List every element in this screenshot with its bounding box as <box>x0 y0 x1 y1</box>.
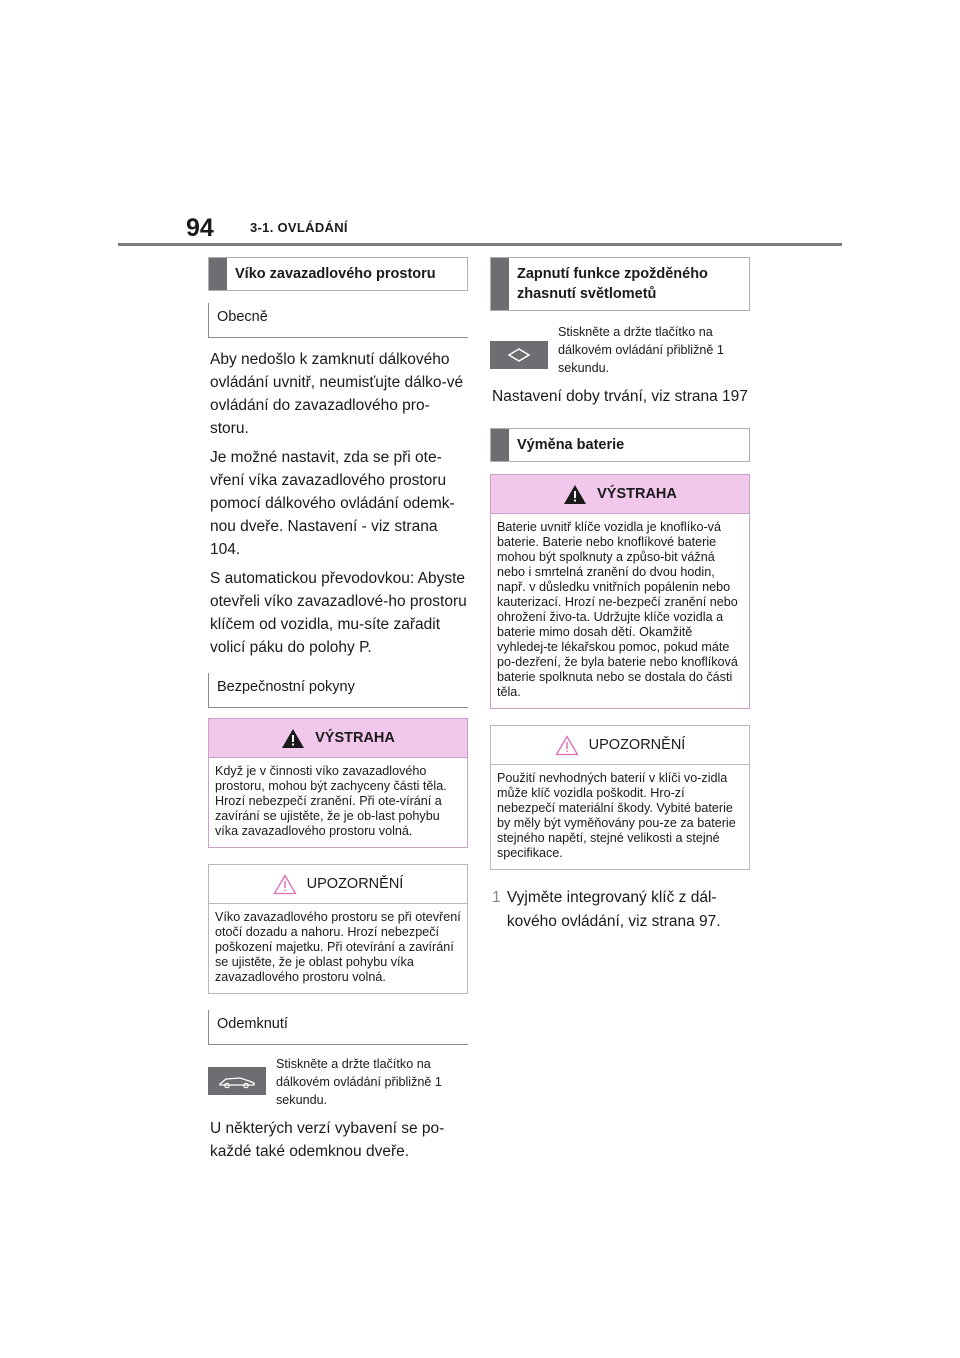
headlight-button-icon <box>490 341 548 369</box>
subheading-general: Obecně <box>208 303 468 338</box>
warning-box <box>208 718 468 848</box>
warning-text: Baterie uvnitř klíče vozidla je knoflíko-vá baterie. Baterie nebo knoflíkové baterie mohou být spolknuty a způso-bit vážná nebo i smrtelná zranění do dvou hodin, např. v důsledku vnitřních popálenin nebo kauterizací. Hrozí ne-bezpečí zranění nebo ohrožení živo-ta. Udržujte klíče vozidla a baterie mimo dosah dětí. Okamžitě vyhledej-te lékařskou pomoc, pokud máte po-dezření, že byla baterie nebo knoflíková baterie spolknuta nebo se dostala do části těla. <box>491 513 749 708</box>
notice-box <box>490 725 750 870</box>
warning-title: VÝSTRAHA <box>597 486 677 502</box>
notice-text: Použití nevhodných baterií v klíči vo-zidla může klíč vozidla poškodit. Hro-zí nebezpečí materiální škody. Vybité baterie by měly být vyměňovány pou-ze za baterie stejného napětí, stejné velikosti a stejné specifikace. <box>491 764 749 869</box>
chapter-title: 3-1. OVLÁDÁNÍ <box>250 220 348 235</box>
step-text: Vyjměte integrovaný klíč z dál-kového ovládání, viz strana 97. <box>506 889 721 930</box>
warning-title: VÝSTRAHA <box>315 730 395 746</box>
key-instruction-text: Stiskněte a držte tlačítko na dálkovém ovládání přibližně 1 sekundu. <box>558 325 724 375</box>
heading-bar <box>491 258 509 310</box>
trunk-button-icon <box>208 1067 266 1095</box>
section-title: Víko zavazadlového prostoru <box>235 266 436 282</box>
paragraph: Je možné nastavit, zda se při ote-vření víka zavazadlového prostoru pomocí dálkového ovládání odemk-nou dveře. Nastavení - viz strana 104. <box>210 449 455 558</box>
key-instruction-text: Stiskněte a držte tlačítko na dálkovém ovládání přibližně 1 sekundu. <box>276 1057 442 1107</box>
section-title: Zapnutí funkce zpožděného zhasnutí světlometů <box>517 266 708 302</box>
notice-title: UPOZORNĚNÍ <box>306 876 404 892</box>
caution-icon <box>273 874 297 895</box>
section-heading-trunk-lid <box>208 257 468 291</box>
warning-icon <box>281 728 305 749</box>
notice-title: UPOZORNĚNÍ <box>588 737 686 753</box>
notice-text: Víko zavazadlového prostoru se při otevření otočí dozadu a nahoru. Hrozí nebezpečí poškození majetku. Při otevírání a zavírání se ujistěte, že je oblast pohybu víka zavazadlového prostoru volná. <box>209 903 467 993</box>
key-instruction <box>490 323 750 377</box>
heading-bar <box>209 258 227 290</box>
notice-box <box>208 864 468 994</box>
paragraph: S automatickou převodovkou: Abyste otevřeli víko zavazadlové-ho prostoru klíčem od vozidla, mu-síte zařadit volicí páku do polohy P. <box>210 570 467 656</box>
page-number: 94 <box>186 214 214 242</box>
paragraph: Aby nedošlo k zamknutí dálkového ovládání uvnitř, neumisťujte dálko-vé ovládání do zavazadlového pro-storu. <box>210 351 464 437</box>
left-column <box>208 257 468 1169</box>
warning-text: Když je v činnosti víko zavazadlového prostoru, mohou být zachyceny části těla. Hrozí nebezpečí zranění. Při ote-vírání a zavírání se ujistěte, že je ob-last pohybu víka zavazadlového prostoru volná. <box>209 757 467 847</box>
step-item <box>490 886 750 934</box>
header-rule <box>118 243 842 246</box>
key-instruction <box>208 1055 468 1109</box>
section-title: Výměna baterie <box>517 437 625 453</box>
section-heading-headlights <box>490 257 750 311</box>
step-number: 1 <box>492 889 501 906</box>
subheading-safety: Bezpečnostní pokyny <box>208 673 468 708</box>
paragraph: U některých verzí vybavení se po-každé také odemknou dveře. <box>210 1120 445 1160</box>
paragraph: Nastavení doby trvání, viz strana 197 <box>492 388 748 405</box>
warning-icon <box>563 484 587 505</box>
heading-bar <box>491 429 509 461</box>
warning-box <box>490 474 750 709</box>
caution-icon <box>555 735 579 756</box>
subheading-unlock: Odemknutí <box>208 1010 468 1045</box>
section-heading-battery <box>490 428 750 462</box>
right-column <box>490 257 750 934</box>
